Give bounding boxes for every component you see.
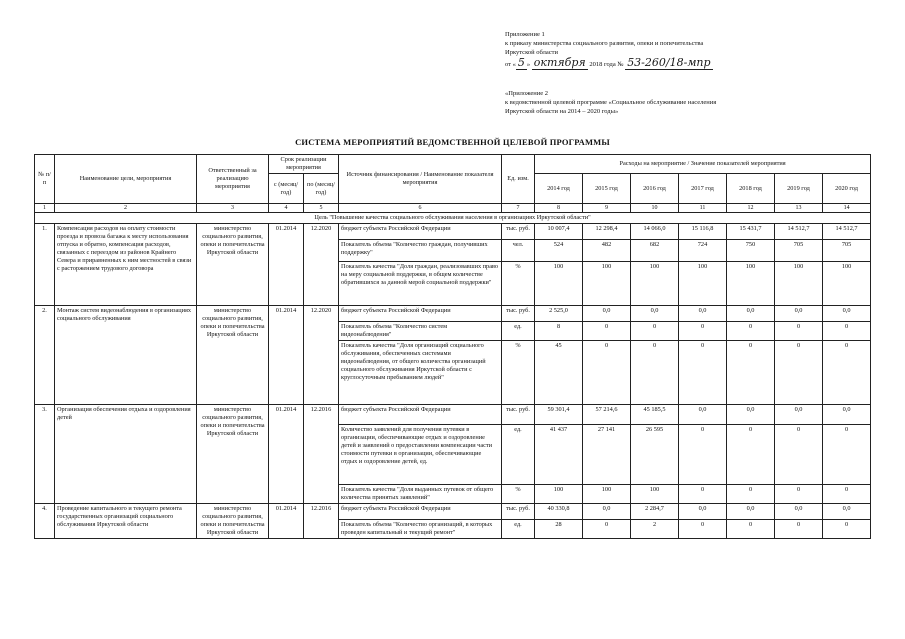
value-cell: 0 (727, 485, 775, 504)
source-or-indicator: бюджет субъекта Российской Федерации (339, 306, 502, 322)
col-header-to: по (месяц/год) (304, 174, 339, 204)
value-cell: 0 (823, 425, 871, 485)
value-cell: 0,0 (583, 306, 631, 322)
year-header: 2019 год (775, 174, 823, 204)
value-cell: 0 (775, 425, 823, 485)
value-cell: 0 (775, 520, 823, 539)
value-cell: 100 (631, 262, 679, 306)
row-number: 4. (35, 504, 55, 539)
unit-cell: % (502, 341, 535, 405)
col-header-unit: Ед. изм. (502, 155, 535, 204)
col-number: 4 (269, 204, 304, 213)
col-number: 1 (35, 204, 55, 213)
value-cell: 0 (727, 322, 775, 341)
value-cell: 0 (583, 322, 631, 341)
year-header: 2018 год (727, 174, 775, 204)
appendix2-region: Иркутской области на 2014 – 2020 годы» (505, 108, 619, 115)
value-cell: 0,0 (823, 306, 871, 322)
value-cell: 750 (727, 240, 775, 262)
value-cell: 45 (535, 341, 583, 405)
value-cell: 0 (775, 485, 823, 504)
value-cell: 0 (583, 520, 631, 539)
source-or-indicator: Показатель качества "Доля выданных путевок от общего количества принятых заявлений" (339, 485, 502, 504)
row-number: 2. (35, 306, 55, 405)
value-cell: 0 (679, 322, 727, 341)
col-header-responsible: Ответственный за реализацию мероприятия (197, 155, 269, 204)
document-title: СИСТЕМА МЕРОПРИЯТИЙ ВЕДОМСТВЕННОЙ ЦЕЛЕВОЙ ПРОГРАММЫ (295, 137, 610, 147)
unit-cell: тыс. руб. (502, 224, 535, 240)
unit-cell: тыс. руб. (502, 504, 535, 520)
row-number: 1. (35, 224, 55, 306)
term-to: 12.2020 (304, 224, 339, 306)
term-from: 01.2014 (269, 504, 304, 539)
value-cell: 15 116,8 (679, 224, 727, 240)
value-cell: 12 298,4 (583, 224, 631, 240)
value-cell: 0 (823, 322, 871, 341)
year-header: 2014 год (535, 174, 583, 204)
handwritten-order-number: 53-260/18-мпр (627, 56, 711, 69)
term-from: 01.2014 (269, 405, 304, 504)
responsible-org: министерство социального развития, опеки и попечительства Иркутской области (197, 504, 269, 539)
year-header: 2015 год (583, 174, 631, 204)
handwritten-day: 5 (517, 56, 525, 69)
appendix2-header (505, 89, 716, 116)
value-cell: 0,0 (583, 504, 631, 520)
appendix-header (505, 30, 713, 69)
table-body (35, 224, 871, 539)
value-cell: 100 (583, 485, 631, 504)
value-cell: 100 (823, 262, 871, 306)
value-cell: 14 066,0 (631, 224, 679, 240)
col-number: 12 (727, 204, 775, 213)
unit-cell: ед. (502, 520, 535, 539)
value-cell: 45 185,5 (631, 405, 679, 425)
measure-name: Проведение капитального и текущего ремонта государственных организаций социального обслуживания Иркутской области (55, 504, 197, 539)
column-number-row (35, 204, 871, 213)
value-cell: 0,0 (775, 405, 823, 425)
value-cell: 0,0 (823, 405, 871, 425)
value-cell: 0 (775, 341, 823, 405)
source-or-indicator: бюджет субъекта Российской Федерации (339, 224, 502, 240)
value-cell: 705 (775, 240, 823, 262)
col-header-source: Источник финансирования / Наименование показателя мероприятия (339, 155, 502, 204)
source-or-indicator: Показатель объема "Количество организаций, в которых проведен капитальный и текущий ремонт" (339, 520, 502, 539)
value-cell: 0 (823, 341, 871, 405)
col-number: 3 (197, 204, 269, 213)
table-row (35, 504, 871, 520)
value-cell: 0,0 (727, 504, 775, 520)
value-cell: 482 (583, 240, 631, 262)
source-or-indicator: бюджет субъекта Российской Федерации (339, 405, 502, 425)
value-cell: 100 (679, 262, 727, 306)
table-row (35, 224, 871, 240)
value-cell: 0,0 (727, 306, 775, 322)
source-or-indicator: бюджет субъекта Российской Федерации (339, 504, 502, 520)
term-to: 12.2016 (304, 405, 339, 504)
col-header-name: Наименование цели, мероприятия (55, 155, 197, 204)
col-header-no: № п/п (35, 155, 55, 204)
col-number: 14 (823, 204, 871, 213)
value-cell: 0 (727, 520, 775, 539)
responsible-org: министерство социального развития, опеки и попечительства Иркутской области (197, 405, 269, 504)
appendix2-label: «Приложение 2 (505, 90, 549, 97)
year-header: 2017 год (679, 174, 727, 204)
goal-row (35, 213, 871, 224)
value-cell: 0 (631, 322, 679, 341)
unit-cell: % (502, 485, 535, 504)
value-cell: 2 284,7 (631, 504, 679, 520)
value-cell: 100 (631, 485, 679, 504)
value-cell: 0 (775, 322, 823, 341)
source-or-indicator: Показатель объема "Количество систем видеонаблюдения" (339, 322, 502, 341)
col-number: 2 (55, 204, 197, 213)
col-number: 13 (775, 204, 823, 213)
value-cell: 10 007,4 (535, 224, 583, 240)
responsible-org: министерство социального развития, опеки и попечительства Иркутской области (197, 224, 269, 306)
row-number: 3. (35, 405, 55, 504)
value-cell: 0 (823, 520, 871, 539)
order-ref: к приказу министерства социального развития, опеки и попечительства (505, 40, 704, 47)
value-cell: 15 431,7 (727, 224, 775, 240)
value-cell: 0,0 (679, 405, 727, 425)
unit-cell: ед. (502, 425, 535, 485)
col-header-from: с (месяц/год) (269, 174, 304, 204)
value-cell: 524 (535, 240, 583, 262)
value-cell: 2 525,0 (535, 306, 583, 322)
year-header: 2016 год (631, 174, 679, 204)
col-header-expenses: Расходы на мероприятие / Значение показателей мероприятия (535, 155, 871, 174)
value-cell: 57 214,6 (583, 405, 631, 425)
value-cell: 0 (727, 341, 775, 405)
value-cell: 0,0 (775, 504, 823, 520)
table-row (35, 405, 871, 425)
responsible-org: министерство социального развития, опеки и попечительства Иркутской области (197, 306, 269, 405)
value-cell: 0 (679, 425, 727, 485)
year-header: 2020 год (823, 174, 871, 204)
value-cell: 100 (535, 262, 583, 306)
value-cell: 724 (679, 240, 727, 262)
value-cell: 0,0 (823, 504, 871, 520)
program-table (34, 154, 871, 539)
col-number: 6 (339, 204, 502, 213)
unit-cell: % (502, 262, 535, 306)
goal-text: Цель "Повышение качества социального обслуживания населения в организациях Иркутской области" (35, 213, 871, 224)
source-or-indicator: Показатель качества "Доля организаций социального обслуживания, обеспеченных системами видеонаблюдения, от общего количества организаций социального обслуживания Иркутской области с круглосуточным пребыванием людей" (339, 341, 502, 405)
term-to: 12.2020 (304, 306, 339, 405)
appendix-label: Приложение 1 (505, 31, 545, 38)
order-region: Иркутской области (505, 49, 558, 56)
value-cell: 0 (679, 520, 727, 539)
col-header-term: Срок реализации мероприятия (269, 155, 339, 174)
value-cell: 59 301,4 (535, 405, 583, 425)
value-cell: 0 (727, 425, 775, 485)
handwritten-month: октября (533, 56, 586, 69)
value-cell: 27 141 (583, 425, 631, 485)
value-cell: 682 (631, 240, 679, 262)
value-cell: 100 (727, 262, 775, 306)
value-cell: 0,0 (631, 306, 679, 322)
source-or-indicator: Показатель объема "Количество граждан, получивших поддержку" (339, 240, 502, 262)
value-cell: 8 (535, 322, 583, 341)
value-cell: 0,0 (727, 405, 775, 425)
term-from: 01.2014 (269, 224, 304, 306)
measure-name: Организация обеспечения отдыха и оздоровления детей (55, 405, 197, 504)
value-cell: 0,0 (679, 306, 727, 322)
value-cell: 0 (631, 341, 679, 405)
source-or-indicator: Количество заявлений для получения путевки в организации, обеспечивающие отдых и оздоровление детей и заявлений о предоставлении компенсации части стоимости путевки в организации, обеспечивающие отдых и оздоровление детей, ед. (339, 425, 502, 485)
col-number: 5 (304, 204, 339, 213)
value-cell: 14 512,7 (775, 224, 823, 240)
value-cell: 0,0 (775, 306, 823, 322)
value-cell: 100 (535, 485, 583, 504)
col-number: 9 (583, 204, 631, 213)
value-cell: 705 (823, 240, 871, 262)
unit-cell: тыс. руб. (502, 306, 535, 322)
col-number: 8 (535, 204, 583, 213)
value-cell: 0 (679, 341, 727, 405)
value-cell: 0 (583, 341, 631, 405)
value-cell: 41 437 (535, 425, 583, 485)
unit-cell: ед. (502, 322, 535, 341)
term-to: 12.2016 (304, 504, 339, 539)
value-cell: 0 (823, 485, 871, 504)
value-cell: 100 (583, 262, 631, 306)
col-number: 7 (502, 204, 535, 213)
value-cell: 14 512,7 (823, 224, 871, 240)
table-row (35, 306, 871, 322)
appendix2-ref: к ведомственной целевой программе «Социальное обслуживание населения (505, 99, 717, 106)
term-from: 01.2014 (269, 306, 304, 405)
value-cell: 0,0 (679, 504, 727, 520)
value-cell: 0 (679, 485, 727, 504)
col-number: 11 (679, 204, 727, 213)
col-number: 10 (631, 204, 679, 213)
measure-name: Монтаж систем видеонаблюдения в организациях социального обслуживания (55, 306, 197, 405)
value-cell: 40 330,8 (535, 504, 583, 520)
unit-cell: чел. (502, 240, 535, 262)
measure-name: Компенсация расходов на оплату стоимости проезда и провоза багажа к месту использования отпуска и обратно, компенсация расходов, связанных с переездом из районов Крайнего Севера и приравненных к ним местностей в связи с расторжением трудового договора (55, 224, 197, 306)
source-or-indicator: Показатель качества "Доля граждан, реализовавших право на меру социальной поддержки, в общем количестве обратившихся за данной мерой социальной поддержки" (339, 262, 502, 306)
unit-cell: тыс. руб. (502, 405, 535, 425)
value-cell: 28 (535, 520, 583, 539)
value-cell: 2 (631, 520, 679, 539)
value-cell: 26 595 (631, 425, 679, 485)
value-cell: 100 (775, 262, 823, 306)
order-date-line: от « 5 » октября 2018 года № 53-260/18-мпр (505, 56, 711, 69)
